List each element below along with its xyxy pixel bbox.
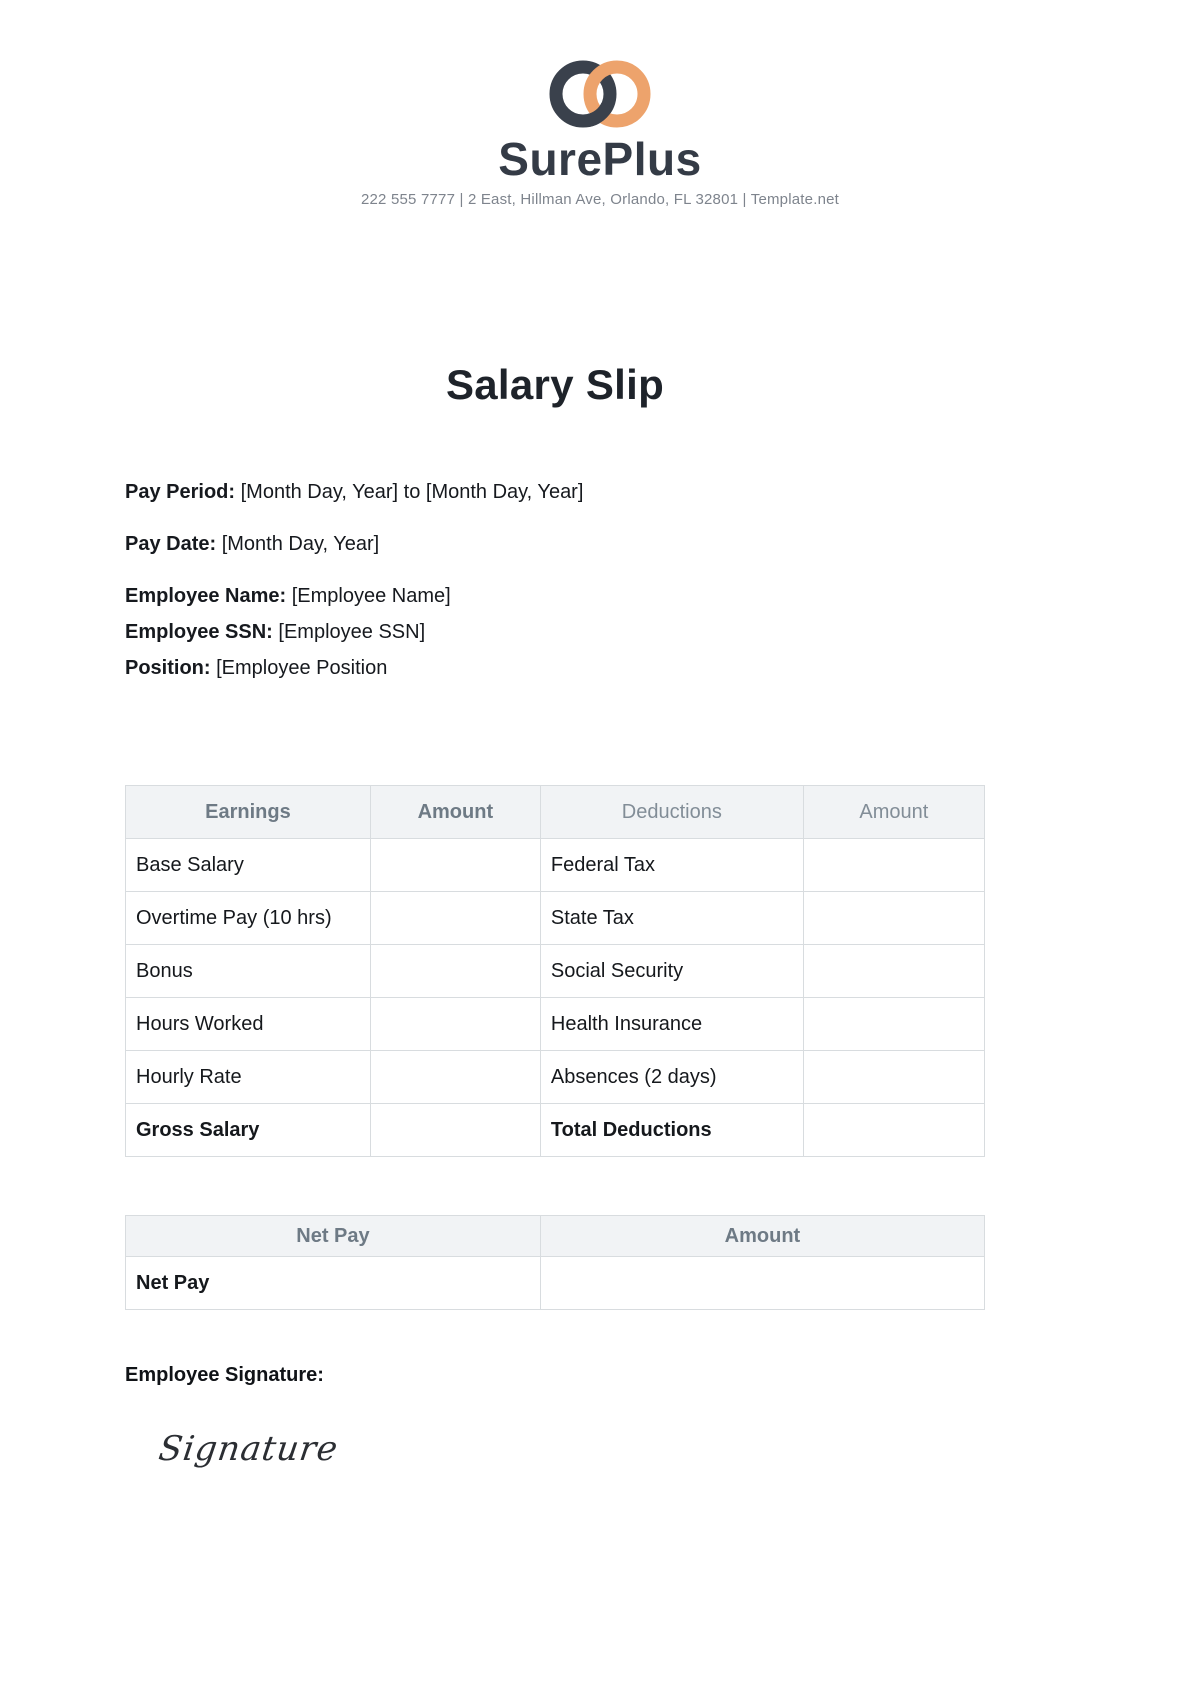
header-net-pay: Net Pay xyxy=(126,1216,541,1257)
net-pay-label: Net Pay xyxy=(126,1257,541,1310)
deduction-label: Absences (2 days) xyxy=(540,1051,803,1104)
detail-employee-ssn xyxy=(125,619,985,645)
table-row xyxy=(126,1257,985,1310)
detail-value: [Employee Position xyxy=(216,657,388,680)
gross-salary-amount xyxy=(370,1104,540,1157)
earning-label: Base Salary xyxy=(126,839,371,892)
net-pay-table xyxy=(125,1215,985,1310)
earning-label: Hourly Rate xyxy=(126,1051,371,1104)
deduction-amount xyxy=(803,945,984,998)
page-title: Salary Slip xyxy=(445,361,665,408)
detail-pay-date xyxy=(125,531,985,557)
header-net-pay-amount: Amount xyxy=(540,1216,984,1257)
header-earnings-amount: Amount xyxy=(370,786,540,839)
earning-amount xyxy=(370,1051,540,1104)
deduction-label: Health Insurance xyxy=(540,998,803,1051)
earning-amount xyxy=(370,945,540,998)
earning-label: Hours Worked xyxy=(126,998,371,1051)
detail-value: [Employee Name] xyxy=(291,585,451,608)
deduction-label: Social Security xyxy=(540,945,803,998)
earning-amount xyxy=(370,839,540,892)
deduction-amount xyxy=(803,892,984,945)
detail-value: [Month Day, Year] xyxy=(221,533,380,556)
detail-label: Employee SSN: xyxy=(125,621,273,644)
detail-position xyxy=(125,655,985,681)
net-pay-amount xyxy=(540,1257,984,1310)
table-row xyxy=(126,945,985,998)
deduction-label: State Tax xyxy=(540,892,803,945)
detail-label: Employee Name: xyxy=(125,585,287,608)
employee-details xyxy=(125,479,985,681)
earning-label: Overtime Pay (10 hrs) xyxy=(126,892,371,945)
header-earnings: Earnings xyxy=(126,786,371,839)
header-deductions-amount: Amount xyxy=(803,786,984,839)
header-deductions: Deductions xyxy=(540,786,803,839)
table-header-row xyxy=(126,786,985,839)
handwritten-signature: Signature xyxy=(156,1429,341,1470)
table-row xyxy=(126,1051,985,1104)
deduction-amount xyxy=(803,1051,984,1104)
detail-label: Pay Date: xyxy=(125,533,217,556)
table-totals-row xyxy=(126,1104,985,1157)
deduction-amount xyxy=(803,839,984,892)
earning-label: Bonus xyxy=(126,945,371,998)
detail-value: [Month Day, Year] to [Month Day, Year] xyxy=(240,481,584,504)
total-deductions-label: Total Deductions xyxy=(540,1104,803,1157)
table-row xyxy=(126,892,985,945)
earning-amount xyxy=(370,998,540,1051)
detail-pay-period xyxy=(125,479,985,505)
total-deductions-amount xyxy=(803,1104,984,1157)
interlocked-rings-icon xyxy=(525,56,675,132)
detail-value: [Employee SSN] xyxy=(278,621,426,644)
table-header-row xyxy=(126,1216,985,1257)
brand-header xyxy=(0,0,1200,208)
detail-label: Position: xyxy=(125,657,211,680)
earning-amount xyxy=(370,892,540,945)
deduction-amount xyxy=(803,998,984,1051)
earnings-deductions-table xyxy=(125,785,985,1157)
table-row xyxy=(126,839,985,892)
deduction-label: Federal Tax xyxy=(540,839,803,892)
detail-employee-name xyxy=(125,583,985,609)
brand-name: SurePlus xyxy=(498,133,702,185)
table-row xyxy=(126,998,985,1051)
brand-contact-line: 222 555 7777 | 2 East, Hillman Ave, Orlando, FL 32801 | Template.net xyxy=(360,191,840,208)
gross-salary-label: Gross Salary xyxy=(126,1104,371,1157)
employee-signature-label: Employee Signature: xyxy=(125,1364,324,1387)
detail-label: Pay Period: xyxy=(125,481,236,504)
